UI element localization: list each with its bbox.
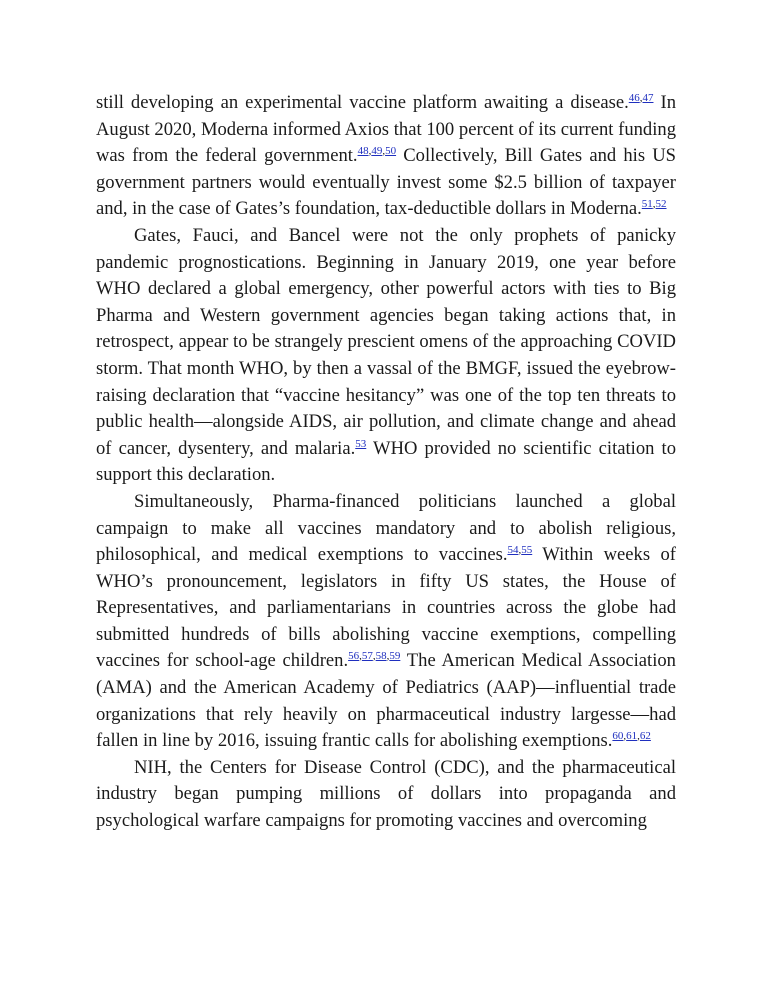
footnote-link[interactable]: 53	[355, 437, 367, 450]
footnote-refs: 56,57,58,59	[348, 650, 401, 663]
footnote-link[interactable]: 56	[348, 650, 360, 663]
footnote-refs: 60,61,62	[612, 730, 651, 743]
footnote-link[interactable]: 49	[371, 145, 383, 157]
footnote-refs: 51,52	[641, 198, 667, 211]
footnote-link[interactable]: 46	[628, 91, 640, 104]
paragraph-text: WHO provided no scientific citation to support this declaration.	[96, 437, 676, 486]
footnote-link[interactable]: 58	[375, 650, 387, 663]
footnote-link[interactable]: 62	[639, 730, 651, 743]
paragraph-text: The American Medical Association (AMA) and the American Academy of Pediatrics (AAP)—influential trade organizations that rely heavily on pharmaceutical industry largesse—had fallen in line by 2016, issuing frantic calls for abolishing exemptions.	[96, 650, 676, 752]
paragraph-text: NIH, the Centers for Disease Control (CDC), and the pharmaceutical industry began pumping millions of dollars into propaganda and psychological warfare campaigns for promoting vaccines and overcoming	[96, 756, 676, 832]
footnote-refs: 54,55	[507, 543, 533, 556]
paragraph-text: Gates, Fauci, and Bancel were not the only prophets of panicky pandemic prognostications. Beginning in January 2019, one year before WHO declared a global emergency, other powerful actors with ties to Big Pharma and Western government agencies began taking actions that, in retrospect, appear to be strangely prescient omens of the approaching COVID storm. That month WHO, by then a vassal of the BMGF, issued the eyebrow-raising declaration that “vaccine hesitancy” was one of the top ten threats to public health—alongside AIDS, air pollution, and climate change and ahead of cancer, dysentery, and malaria.	[96, 224, 676, 459]
footnote-link[interactable]: 55	[521, 543, 533, 556]
footnote-link[interactable]: 52	[655, 198, 667, 211]
footnote-refs	[355, 438, 366, 450]
paragraph-text: Within weeks of WHO’s pronouncement, legislators in fifty US states, the House of Representatives, and parliamentarians in countries across the globe had submitted hundreds of bills abolishing vaccine exemptions, compelling vaccines for school-age children.	[96, 544, 676, 672]
paragraph-4	[96, 755, 676, 835]
footnote-link[interactable]: 60	[612, 730, 624, 743]
footnote-link[interactable]: 48	[357, 145, 369, 157]
paragraph-3	[96, 489, 676, 755]
footnote-link[interactable]: 50	[385, 145, 397, 157]
footnote-link[interactable]: 47	[642, 91, 654, 104]
footnote-link[interactable]: 61	[626, 730, 638, 743]
document-page	[96, 90, 676, 835]
footnote-link[interactable]: 57	[361, 650, 373, 663]
paragraph-1	[96, 90, 676, 223]
paragraph-text: Collectively, Bill Gates and his US government partners would eventually invest some $2.5 billion of taxpayer and, in the case of Gates’s foundation, tax-deductible dollars in Moderna.	[96, 145, 677, 220]
paragraph-text: still developing an experimental vaccine platform awaiting a disease.	[96, 92, 629, 113]
paragraph-text: Simultaneously, Pharma-financed politicians launched a global campaign to make all vaccines mandatory and to abolish religious, philosophical, and medical exemptions to vaccines.	[96, 490, 676, 566]
footnote-refs: 46,47	[628, 91, 654, 104]
footnote-link[interactable]: 54	[507, 543, 519, 556]
footnote-refs: 48,49,50	[357, 145, 397, 157]
footnote-link[interactable]: 51	[641, 198, 653, 211]
footnote-link[interactable]: 59	[389, 650, 401, 663]
paragraph-text: In August 2020, Moderna informed Axios that 100 percent of its current funding was from the federal government.	[96, 92, 676, 167]
paragraph-2	[96, 223, 676, 489]
